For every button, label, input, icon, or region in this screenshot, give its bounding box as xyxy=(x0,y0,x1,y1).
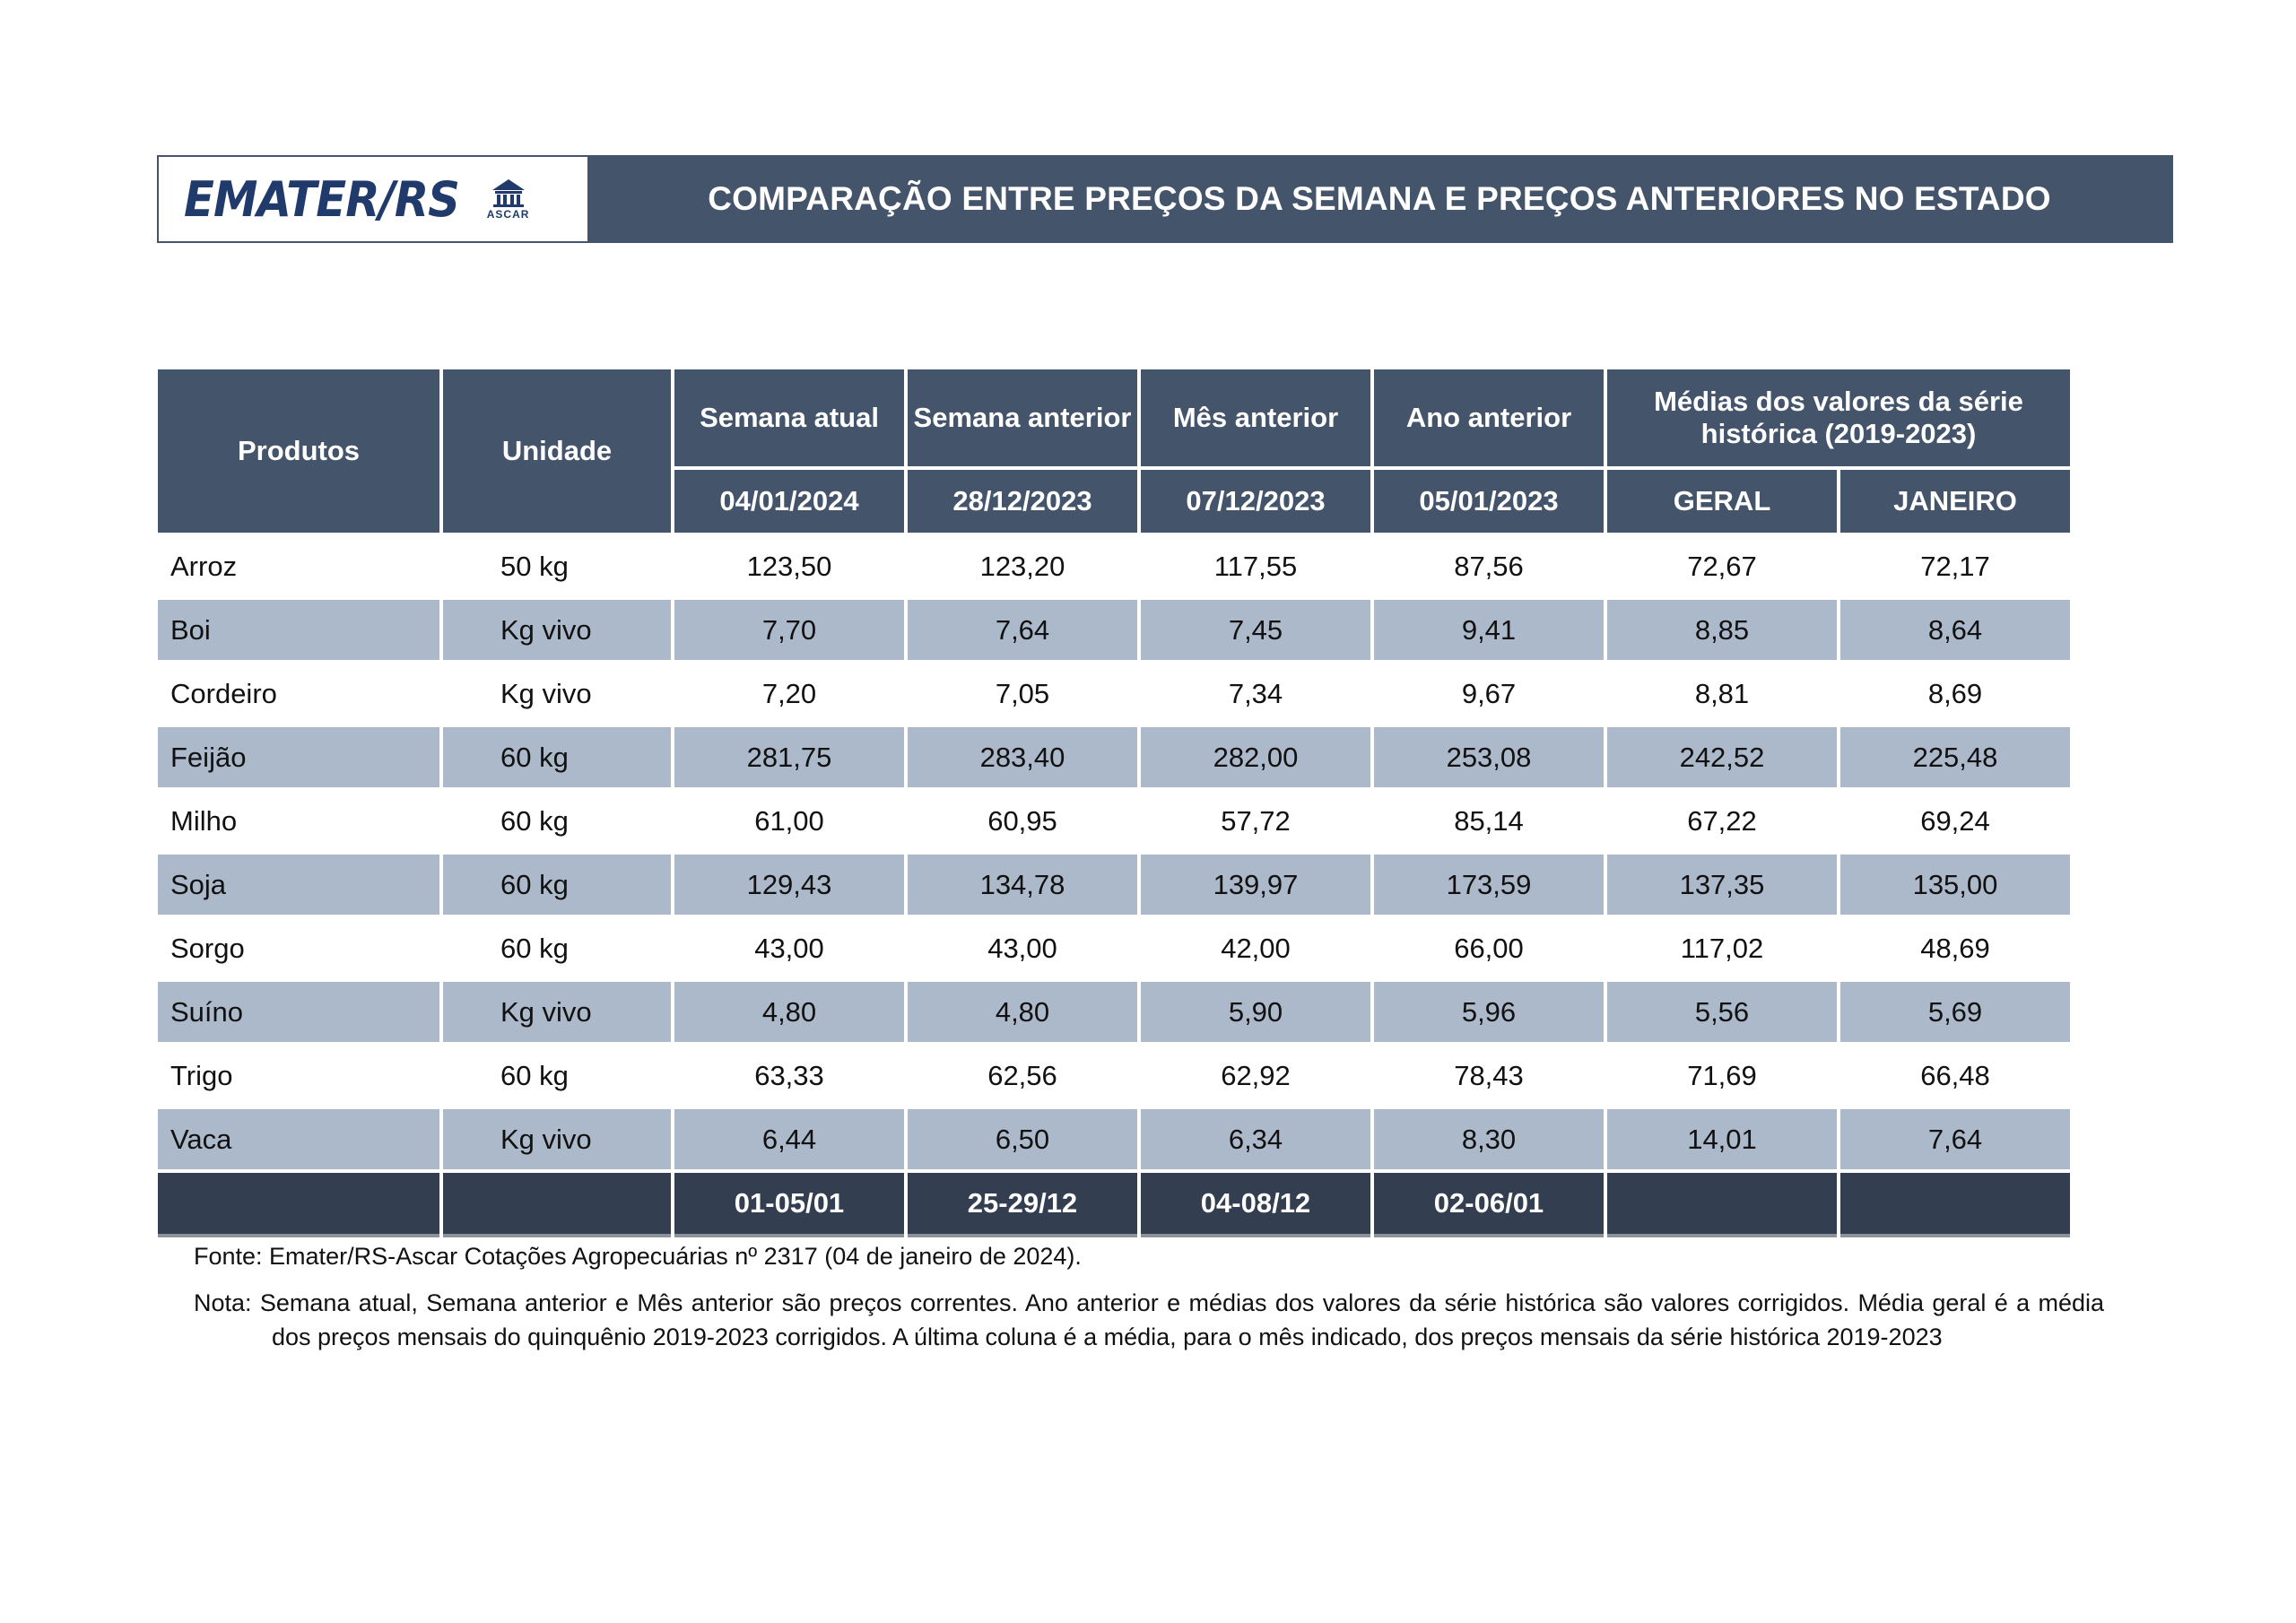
cell-geral: 8,85 xyxy=(1607,600,1837,664)
cell-ano-anterior: 85,14 xyxy=(1374,791,1604,855)
table-row xyxy=(158,600,2070,664)
emater-logo xyxy=(184,171,529,228)
table-row xyxy=(158,1109,2070,1173)
cell-semana-anterior: 134,78 xyxy=(908,855,1137,918)
table-row xyxy=(158,664,2070,727)
header-date-mes-anterior: 07/12/2023 xyxy=(1141,470,1370,536)
logo-text: EMATER/RS xyxy=(184,170,460,228)
cell-janeiro: 66,48 xyxy=(1840,1046,2070,1109)
cell-ano-anterior: 9,41 xyxy=(1374,600,1604,664)
cell-mes-anterior: 7,45 xyxy=(1141,600,1370,664)
cell-mes-anterior: 7,34 xyxy=(1141,664,1370,727)
cell-semana-anterior: 123,20 xyxy=(908,536,1137,600)
cell-produto: Suíno xyxy=(158,982,439,1046)
header-date-semana-anterior: 28/12/2023 xyxy=(908,470,1137,536)
cell-semana-anterior: 7,05 xyxy=(908,664,1137,727)
cell-semana-anterior: 43,00 xyxy=(908,918,1137,982)
cell-mes-anterior: 42,00 xyxy=(1141,918,1370,982)
header-produtos: Produtos xyxy=(158,369,439,536)
cell-produto: Sorgo xyxy=(158,918,439,982)
logo-emblem xyxy=(487,178,530,221)
cell-geral: 71,69 xyxy=(1607,1046,1837,1109)
cell-produto: Trigo xyxy=(158,1046,439,1109)
cell-geral: 72,67 xyxy=(1607,536,1837,600)
table-row xyxy=(158,727,2070,791)
table-row xyxy=(158,1046,2070,1109)
cell-mes-anterior: 282,00 xyxy=(1141,727,1370,791)
cell-geral: 5,56 xyxy=(1607,982,1837,1046)
table-body xyxy=(158,536,2070,1173)
header-semana-anterior: Semana anterior xyxy=(908,369,1137,470)
cell-unidade: 60 kg xyxy=(443,918,671,982)
cell-semana-atual: 7,20 xyxy=(674,664,904,727)
cell-unidade: Kg vivo xyxy=(443,982,671,1046)
cell-geral: 8,81 xyxy=(1607,664,1837,727)
cell-unidade: 60 kg xyxy=(443,727,671,791)
cell-produto: Vaca xyxy=(158,1109,439,1173)
cell-semana-atual: 6,44 xyxy=(674,1109,904,1173)
cell-mes-anterior: 6,34 xyxy=(1141,1109,1370,1173)
header-date-semana-atual: 04/01/2024 xyxy=(674,470,904,536)
cell-unidade: 50 kg xyxy=(443,536,671,600)
cell-ano-anterior: 8,30 xyxy=(1374,1109,1604,1173)
cell-janeiro: 8,69 xyxy=(1840,664,2070,727)
footer-period-semana-atual: 01-05/01 xyxy=(674,1173,904,1237)
header-medias: Médias dos valores da série histórica (2019-2023) xyxy=(1607,369,2070,470)
cell-janeiro: 8,64 xyxy=(1840,600,2070,664)
building-icon xyxy=(491,178,526,208)
cell-unidade: Kg vivo xyxy=(443,1109,671,1173)
cell-produto: Feijão xyxy=(158,727,439,791)
cell-ano-anterior: 9,67 xyxy=(1374,664,1604,727)
cell-ano-anterior: 253,08 xyxy=(1374,727,1604,791)
header-unidade: Unidade xyxy=(443,369,671,536)
cell-unidade: 60 kg xyxy=(443,791,671,855)
cell-semana-anterior: 62,56 xyxy=(908,1046,1137,1109)
cell-mes-anterior: 117,55 xyxy=(1141,536,1370,600)
table-row xyxy=(158,918,2070,982)
cell-ano-anterior: 173,59 xyxy=(1374,855,1604,918)
cell-semana-anterior: 60,95 xyxy=(908,791,1137,855)
cell-produto: Cordeiro xyxy=(158,664,439,727)
cell-geral: 137,35 xyxy=(1607,855,1837,918)
cell-geral: 14,01 xyxy=(1607,1109,1837,1173)
cell-janeiro: 48,69 xyxy=(1840,918,2070,982)
cell-ano-anterior: 66,00 xyxy=(1374,918,1604,982)
cell-mes-anterior: 139,97 xyxy=(1141,855,1370,918)
header-geral: GERAL xyxy=(1607,470,1837,536)
cell-janeiro: 5,69 xyxy=(1840,982,2070,1046)
header-janeiro: JANEIRO xyxy=(1840,470,2070,536)
cell-produto: Soja xyxy=(158,855,439,918)
cell-ano-anterior: 87,56 xyxy=(1374,536,1604,600)
cell-geral: 67,22 xyxy=(1607,791,1837,855)
page-title: COMPARAÇÃO ENTRE PREÇOS DA SEMANA E PREÇOS ANTERIORES NO ESTADO xyxy=(587,157,2171,241)
cell-semana-atual: 281,75 xyxy=(674,727,904,791)
cell-semana-atual: 61,00 xyxy=(674,791,904,855)
cell-semana-anterior: 4,80 xyxy=(908,982,1137,1046)
cell-janeiro: 135,00 xyxy=(1840,855,2070,918)
footer-blank xyxy=(1840,1173,2070,1237)
notes xyxy=(194,1239,2104,1354)
cell-semana-atual: 4,80 xyxy=(674,982,904,1046)
cell-janeiro: 69,24 xyxy=(1840,791,2070,855)
cell-geral: 117,02 xyxy=(1607,918,1837,982)
cell-semana-anterior: 7,64 xyxy=(908,600,1137,664)
cell-janeiro: 7,64 xyxy=(1840,1109,2070,1173)
cell-ano-anterior: 78,43 xyxy=(1374,1046,1604,1109)
report-header xyxy=(157,155,2173,243)
cell-semana-atual: 129,43 xyxy=(674,855,904,918)
cell-semana-atual: 63,33 xyxy=(674,1046,904,1109)
cell-geral: 242,52 xyxy=(1607,727,1837,791)
table-row xyxy=(158,536,2070,600)
cell-janeiro: 225,48 xyxy=(1840,727,2070,791)
table-row xyxy=(158,791,2070,855)
header-date-ano-anterior: 05/01/2023 xyxy=(1374,470,1604,536)
cell-semana-anterior: 6,50 xyxy=(908,1109,1137,1173)
price-comparison-table xyxy=(154,369,2074,1237)
cell-unidade: 60 kg xyxy=(443,855,671,918)
cell-mes-anterior: 5,90 xyxy=(1141,982,1370,1046)
table-footer-row xyxy=(158,1173,2070,1237)
logo xyxy=(159,157,587,241)
cell-unidade: 60 kg xyxy=(443,1046,671,1109)
cell-produto: Arroz xyxy=(158,536,439,600)
cell-semana-anterior: 283,40 xyxy=(908,727,1137,791)
footer-blank xyxy=(158,1173,439,1237)
cell-semana-atual: 123,50 xyxy=(674,536,904,600)
header-semana-atual: Semana atual xyxy=(674,369,904,470)
cell-semana-atual: 43,00 xyxy=(674,918,904,982)
cell-janeiro: 72,17 xyxy=(1840,536,2070,600)
logo-subtext: ASCAR xyxy=(486,208,530,221)
header-ano-anterior: Ano anterior xyxy=(1374,369,1604,470)
cell-produto: Milho xyxy=(158,791,439,855)
table-row xyxy=(158,855,2070,918)
cell-produto: Boi xyxy=(158,600,439,664)
cell-mes-anterior: 57,72 xyxy=(1141,791,1370,855)
footer-blank xyxy=(443,1173,671,1237)
table-row xyxy=(158,982,2070,1046)
source-note: Fonte: Emater/RS-Ascar Cotações Agropecuárias nº 2317 (04 de janeiro de 2024). xyxy=(194,1243,1082,1270)
header-mes-anterior: Mês anterior xyxy=(1141,369,1370,470)
cell-unidade: Kg vivo xyxy=(443,664,671,727)
footer-period-ano-anterior: 02-06/01 xyxy=(1374,1173,1604,1237)
cell-ano-anterior: 5,96 xyxy=(1374,982,1604,1046)
cell-unidade: Kg vivo xyxy=(443,600,671,664)
methodology-note: Nota: Semana atual, Semana anterior e Mês anterior são preços correntes. Ano anterior e médias dos valores da série histórica são valores corrigidos. Média geral é a média dos preços mensais do quinquênio 2019-2023 corrigidos. A última coluna é a média, para o mês indicado, dos preços mensais da série histórica 2019-2023 xyxy=(194,1289,2104,1350)
footer-blank xyxy=(1607,1173,1837,1237)
footer-period-mes-anterior: 04-08/12 xyxy=(1141,1173,1370,1237)
cell-semana-atual: 7,70 xyxy=(674,600,904,664)
cell-mes-anterior: 62,92 xyxy=(1141,1046,1370,1109)
footer-period-semana-anterior: 25-29/12 xyxy=(908,1173,1137,1237)
